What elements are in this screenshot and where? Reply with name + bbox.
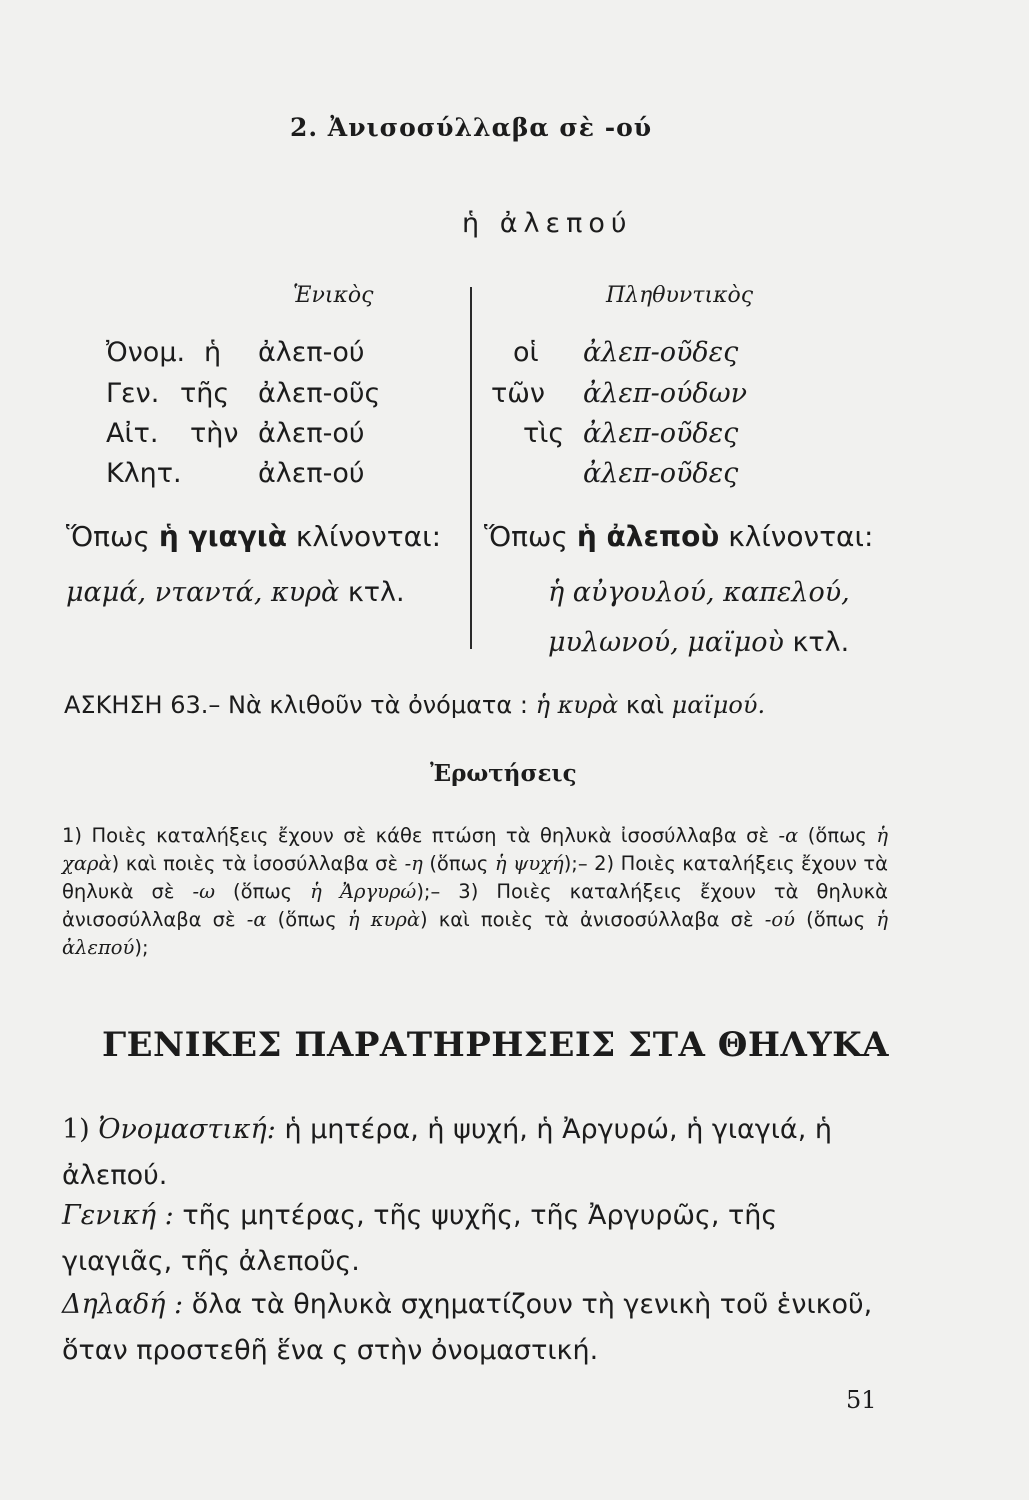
- plural-article: τῶν: [491, 378, 545, 409]
- like-word: ἡ γιαγιὰ: [158, 520, 287, 553]
- like-suffix: κλίνονται:: [728, 520, 874, 553]
- plural-article: οἱ: [513, 337, 539, 368]
- exercise-word-2: μαϊμού.: [671, 691, 766, 719]
- like-prefix: Ὅπως: [484, 520, 568, 553]
- q-example: ἡ ψυχή: [494, 852, 564, 875]
- examples-left: [66, 577, 405, 608]
- examples-etc: κτλ.: [792, 627, 850, 658]
- genitive-label: Γενική :: [62, 1200, 174, 1231]
- examples-right-line-2: [548, 627, 849, 658]
- case-label: Κλητ.: [106, 458, 182, 489]
- q-ending: -ού: [764, 908, 795, 931]
- q-text: (ὅπως: [277, 908, 337, 931]
- q-text: (ὅπως: [806, 908, 866, 931]
- singular-form: ἀλεπ-ού: [258, 418, 365, 449]
- exercise-63: [64, 691, 765, 719]
- q-text: );– 2) Ποιὲς καταλήξεις ἔχουν τὰ θηλυκὰ σὲ: [62, 852, 888, 903]
- exercise-word-1: ἡ κυρὰ: [535, 691, 619, 719]
- like-prefix: Ὅπως: [66, 520, 150, 553]
- q-text: );: [134, 936, 149, 959]
- like-left-line: [66, 520, 441, 553]
- singular-column-header: Ἑνικὸς: [293, 283, 374, 308]
- nominative-text: ἡ μητέρα, ἡ ψυχή, ἡ Ἀργυρώ, ἡ γιαγιά, ἡ ἀλεπού.: [62, 1114, 832, 1191]
- nominative-label: Ὀνομαστική:: [98, 1114, 276, 1145]
- q-ending: -α: [246, 908, 267, 931]
- case-label: Αἰτ.: [106, 418, 159, 449]
- like-suffix: κλίνονται:: [295, 520, 442, 553]
- q-text: 1) Ποιὲς καταλήξεις ἔχουν σὲ κάθε πτώση τὰ θηλυκὰ ἰσοσύλλαβα σὲ: [62, 824, 770, 847]
- declension-word-title: ἡ ἀλεπού: [462, 208, 633, 239]
- examples-words: μαμά, νταντά, κυρὰ: [66, 577, 340, 608]
- plural-form: ἀλεπ-οῦδες: [583, 337, 739, 368]
- summary-text: ὅλα τὰ θηλυκὰ σχηματίζουν τὴ γενικὴ τοῦ ἑνικοῦ, ὅταν προστεθῆ ἕνα ς στὴν ὀνομαστική.: [62, 1289, 873, 1366]
- q-example: ἡ ἀλεπού: [62, 908, 888, 959]
- summary-label: Δηλαδή :: [62, 1289, 184, 1320]
- q-ending: -α: [778, 824, 799, 847]
- examples-right-line-1: ἡ αὐγουλού, καπελού,: [548, 577, 850, 608]
- q-example: ἡ κυρὰ: [347, 908, 420, 931]
- singular-form: ἀλεπ-ού: [258, 337, 365, 368]
- q-text: ) καὶ ποιὲς τὰ ἰσοσύλλαβα σὲ: [111, 852, 399, 875]
- q-text: (ὅπως: [807, 824, 867, 847]
- like-word: ἡ ἀλεποὺ: [576, 520, 720, 553]
- section-heading: 2. Ἀνισοσύλλαβα σὲ -ού: [290, 113, 653, 142]
- plural-form: ἀλεπ-οῦδες: [583, 418, 739, 449]
- q-ending: -ω: [192, 880, 215, 903]
- q-text: );– 3) Ποιὲς καταλήξεις ἔχουν τὰ θηλυκὰ ἀνισοσύλλαβα σὲ: [62, 880, 889, 931]
- q-ending: -η: [404, 852, 423, 875]
- singular-form: ἀλεπ-οῦς: [258, 378, 381, 409]
- plural-form: ἀλεπ-οῦδες: [583, 458, 739, 489]
- plural-article: τὶς: [523, 418, 565, 449]
- examples-etc: κτλ.: [347, 577, 405, 608]
- plural-form: ἀλεπ-ούδων: [583, 378, 748, 409]
- nominative-paragraph: [62, 1107, 880, 1199]
- plural-column-header: Πληθυντικὸς: [606, 283, 754, 308]
- summary-paragraph: [62, 1282, 880, 1374]
- column-divider: [470, 287, 472, 649]
- singular-article: ἡ: [204, 337, 222, 368]
- singular-form: ἀλεπ-ού: [258, 458, 365, 489]
- q-text: ) καὶ ποιὲς τὰ ἀνισοσύλλαβα σὲ: [420, 908, 754, 931]
- q-text: (ὅπως: [233, 880, 293, 903]
- q-text: (ὅπως: [429, 852, 489, 875]
- q-example: ἡ χαρὰ: [62, 824, 889, 875]
- genitive-paragraph: [62, 1193, 880, 1285]
- like-right-line: [484, 520, 873, 553]
- questions-heading: Ἐρωτήσεις: [430, 760, 577, 787]
- exercise-label: ΑΣΚΗΣΗ 63.– Νὰ κλιθοῦν τὰ ὀνόματα :: [64, 691, 528, 719]
- exercise-conj: καὶ: [625, 691, 664, 719]
- q-example: ἡ Ἀργυρώ: [310, 880, 417, 903]
- item-number: 1): [62, 1114, 90, 1145]
- general-observations-heading: ΓΕΝΙΚΕΣ ΠΑΡΑΤΗΡΗΣΕΙΣ ΣΤΑ ΘΗΛΥΚΑ: [102, 1025, 890, 1065]
- case-label: Γεν.: [106, 378, 160, 409]
- genitive-text: τῆς μητέρας, τῆς ψυχῆς, τῆς Ἀργυρῶς, τῆς γιαγιᾶς, τῆς ἀλεποῦς.: [62, 1200, 778, 1277]
- case-label: Ὀνομ.: [106, 337, 186, 368]
- singular-article: τῆς: [180, 378, 230, 409]
- page-number: 51: [846, 1386, 877, 1414]
- examples-words: μυλωνού, μαϊμοὺ: [548, 627, 784, 658]
- questions-paragraph: [62, 822, 888, 962]
- singular-article: τὴν: [190, 418, 239, 449]
